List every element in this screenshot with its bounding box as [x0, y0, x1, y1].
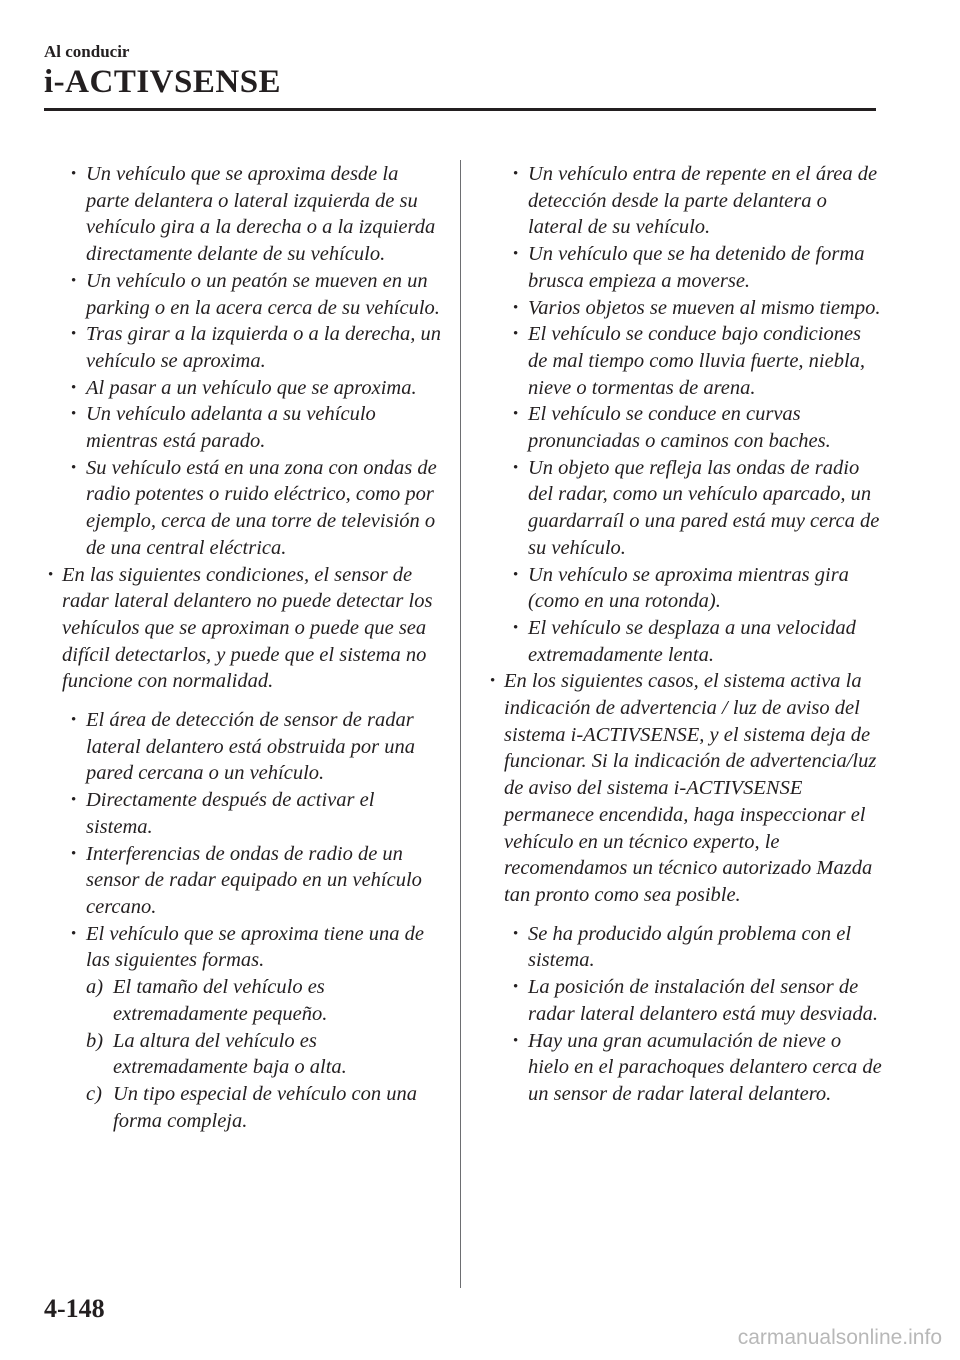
sub-bullet-item: [48, 268, 443, 321]
sub-bullet-item: [490, 615, 885, 668]
bullet-text: Un vehículo entra de repente en el área de detección desde la parte delantera o lateral de su vehículo.: [528, 163, 878, 239]
sub-bullet-item: [48, 921, 443, 974]
sub-bullet-item: [490, 295, 885, 322]
sub-bullet-item: [490, 401, 885, 454]
left-column: [48, 161, 443, 1134]
bullet-item: [490, 668, 885, 908]
bullet-text: En los siguientes casos, el sistema activa la indicación de advertencia / luz de aviso del sistema i-ACTIVSENSE, y el sistema deja de funcionar. Si la indicación de advertencia/luz de aviso del sistema i-ACTIVSENSE permanece encendida, haga inspeccionar el vehículo en un técnico experto, le recomendamos un técnico autorizado Mazda tan pronto como sea posible.: [504, 670, 877, 906]
sub-list-marker: b): [86, 1029, 104, 1052]
bullet-icon: •: [513, 566, 519, 583]
bullet-icon: •: [513, 166, 519, 182]
page-number: 4-148: [44, 1294, 105, 1323]
bullet-icon: •: [513, 619, 519, 636]
sub-list-text: El tamaño del vehículo es extremadamente pequeño.: [113, 976, 328, 1025]
bullet-text: En las siguientes condiciones, el sensor de radar lateral delantero no puede detectar los vehículos que se aproximan o puede que sea difícil detectarlos, y puede que el sistema no funcione con normalidad.: [62, 563, 433, 693]
bullet-text: La posición de instalación del sensor de radar lateral delantero está muy desviada.: [528, 976, 878, 1025]
sub-bullet-item: [490, 161, 885, 241]
bullet-icon: •: [513, 326, 519, 343]
sub-bullet-item: [490, 321, 885, 401]
bullet-text: El vehículo se desplaza a una velocidad extremadamente lenta.: [528, 616, 856, 666]
sub-list-item: [48, 1081, 443, 1134]
sub-bullet-item: [490, 562, 885, 615]
bullet-text: Un vehículo adelanta a su vehículo mientras está parado.: [86, 403, 376, 453]
sub-bullet-item: [48, 321, 443, 374]
sub-bullet-item: [48, 161, 443, 268]
bullet-text: El vehículo que se aproxima tiene una de las siguientes formas.: [86, 922, 424, 972]
sub-bullet-item: [490, 921, 885, 974]
bullet-text: Un vehículo o un peatón se mueven en un parking o en la acera cerca de su vehículo.: [86, 269, 440, 319]
bullet-text: El vehículo se conduce en curvas pronunciadas o caminos con baches.: [528, 403, 831, 453]
column-divider: [460, 160, 461, 1288]
bullet-text: Directamente después de activar el sistema.: [86, 789, 375, 838]
bullet-text: Tras girar a la izquierda o a la derecha, un vehículo se aproxima.: [86, 323, 441, 372]
sub-bullet-item: [490, 974, 885, 1027]
right-column: [490, 161, 885, 1108]
bullet-icon: •: [513, 246, 519, 263]
bullet-icon: •: [490, 673, 496, 690]
bullet-text: Al pasar a un vehículo que se aproxima.: [86, 376, 417, 399]
header-divider: [44, 108, 876, 111]
sub-list-text: La altura del vehículo es extremadamente baja o alta.: [113, 1029, 347, 1079]
sub-bullet-item: [48, 707, 443, 787]
bullet-item: [48, 562, 443, 696]
bullet-icon: •: [71, 712, 77, 729]
bullet-icon: •: [71, 845, 77, 862]
bullet-text: Un objeto que refleja las ondas de radio del radar, como un vehículo aparcado, un guardarraíl o una pared está muy cerca de su vehículo.: [528, 456, 880, 559]
bullet-icon: •: [71, 925, 77, 942]
bullet-icon: •: [513, 979, 519, 996]
sub-bullet-item: [490, 455, 885, 562]
page-title: i-ACTIVSENSE: [44, 64, 282, 100]
bullet-icon: •: [71, 406, 77, 423]
bullet-text: Su vehículo está en una zona con ondas de radio potentes o ruido eléctrico, como por ejemplo, cerca de una torre de televisión o de una central eléctrica.: [86, 456, 437, 559]
sub-list-marker: a): [86, 976, 104, 999]
sub-bullet-item: [48, 375, 443, 402]
sub-bullet-item: [48, 401, 443, 454]
bullet-icon: •: [71, 326, 77, 343]
sub-bullet-item: [490, 1028, 885, 1108]
sub-list-text: Un tipo especial de vehículo con una forma compleja.: [113, 1082, 417, 1132]
bullet-icon: •: [513, 406, 519, 423]
bullet-text: Hay una gran acumulación de nieve o hielo en el parachoques delantero cerca de un sensor de radar lateral delantero.: [528, 1029, 882, 1105]
sub-bullet-item: [48, 841, 443, 921]
bullet-text: Interferencias de ondas de radio de un sensor de radar equipado en un vehículo cercano.: [86, 842, 422, 918]
bullet-text: Un vehículo que se aproxima desde la parte delantera o lateral izquierda de su vehículo gira a la derecha o a la izquierda directamente delante de su vehículo.: [86, 163, 436, 266]
sub-bullet-item: [48, 787, 443, 840]
sub-bullet-item: [490, 241, 885, 294]
sub-bullet-item: [48, 455, 443, 562]
bullet-text: Se ha producido algún problema con el sistema.: [528, 922, 852, 972]
sub-list-item: [48, 1028, 443, 1081]
bullet-icon: •: [71, 792, 77, 809]
bullet-text: Varios objetos se mueven al mismo tiempo.: [528, 296, 881, 319]
bullet-text: El vehículo se conduce bajo condiciones de mal tiempo como lluvia fuerte, niebla, nieve o tormentas de arena.: [528, 323, 866, 399]
sub-list-item: [48, 974, 443, 1027]
watermark: carmanualsonline.info: [737, 1326, 942, 1349]
bullet-text: El área de detección de sensor de radar lateral delantero está obstruida por una pared cercana o un vehículo.: [86, 709, 415, 785]
bullet-icon: •: [71, 272, 77, 289]
bullet-text: Un vehículo que se ha detenido de forma brusca empieza a moverse.: [528, 243, 865, 292]
bullet-icon: •: [48, 566, 54, 583]
bullet-icon: •: [513, 459, 519, 476]
bullet-icon: •: [71, 379, 77, 396]
bullet-icon: •: [71, 166, 77, 182]
bullet-text: Un vehículo se aproxima mientras gira (como en una rotonda).: [528, 563, 849, 613]
bullet-icon: •: [513, 299, 519, 316]
bullet-icon: •: [71, 459, 77, 476]
bullet-icon: •: [513, 1032, 519, 1049]
section-label: Al conducir: [44, 42, 130, 61]
sub-list-marker: c): [86, 1082, 102, 1105]
bullet-icon: •: [513, 925, 519, 942]
